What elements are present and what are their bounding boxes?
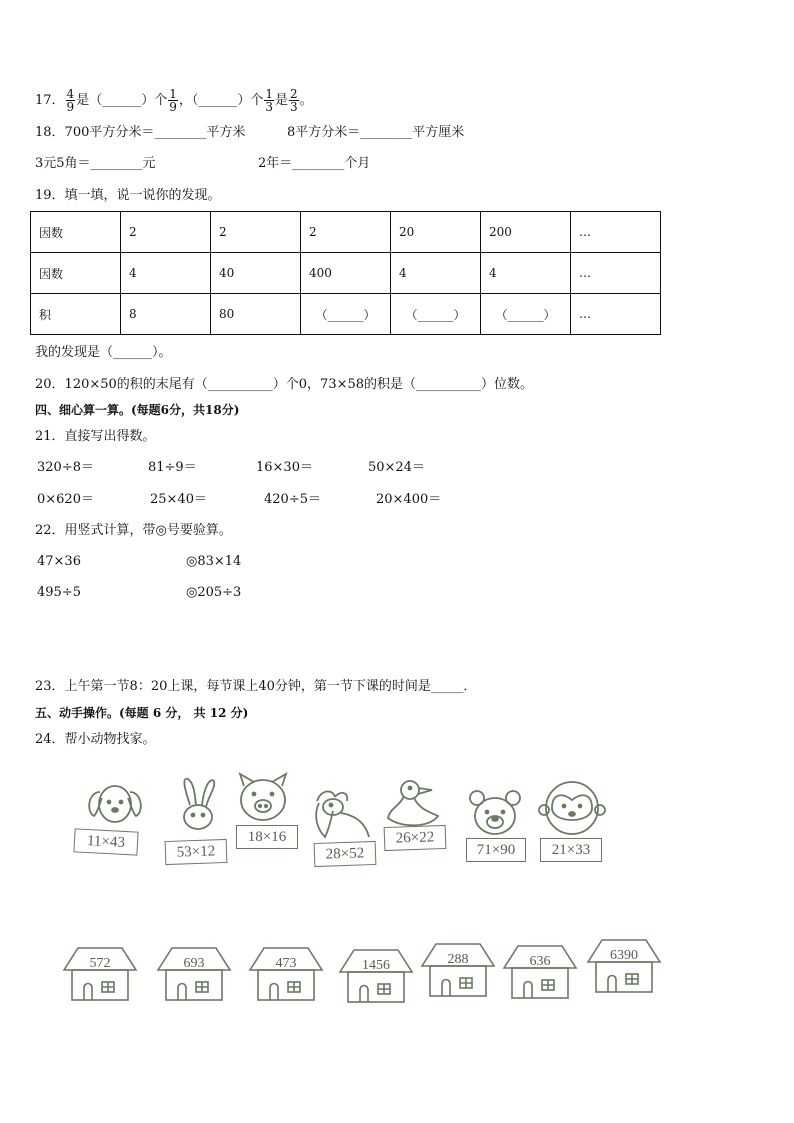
house-icon bbox=[500, 940, 580, 1004]
table-cell: … bbox=[571, 253, 661, 294]
question-21-title: 21．直接写出得数。 bbox=[35, 429, 156, 444]
house[interactable] bbox=[154, 942, 234, 1006]
bear-expression: 71×90 bbox=[466, 838, 526, 862]
house-number: 288 bbox=[447, 952, 469, 967]
table-cell: 因数 bbox=[31, 212, 121, 253]
question-17-number: 17． bbox=[35, 93, 65, 108]
table-cell: 2 bbox=[121, 212, 211, 253]
fraction-1-3: $\frac{1}{3}$ bbox=[265, 87, 273, 114]
answer-blank[interactable]: （______） bbox=[481, 294, 571, 335]
table-cell: 2 bbox=[211, 212, 301, 253]
house[interactable] bbox=[336, 944, 416, 1008]
fraction-4-9: $\frac{4}{9}$ bbox=[66, 87, 75, 114]
calc-item: ◎83×14 bbox=[186, 554, 242, 569]
answer-blank[interactable]: （______） bbox=[391, 294, 481, 335]
pig-icon bbox=[232, 772, 294, 828]
question-17: 17． $\frac{4}{9}$ 是（______）个 $\frac{1}{9}$ ，（______）个 $\frac{1}{3}$ 是 $\frac{2}{3}$ 。 bbox=[35, 87, 313, 114]
table-cell: 积 bbox=[31, 294, 121, 335]
table-cell: 4 bbox=[391, 253, 481, 294]
fraction-2-3: $\frac{2}{3}$ bbox=[290, 87, 298, 114]
calc-item: 20×400＝ bbox=[376, 492, 442, 507]
table-row bbox=[31, 212, 661, 253]
table-cell: 40 bbox=[211, 253, 301, 294]
question-18-b: 8平方分米＝________平方厘米 bbox=[287, 125, 465, 140]
monkey-expression: 21×33 bbox=[540, 838, 602, 862]
rabbit-icon bbox=[168, 775, 228, 843]
house[interactable] bbox=[584, 934, 664, 998]
rabbit-expression: 53×12 bbox=[165, 839, 228, 865]
house[interactable] bbox=[60, 942, 140, 1006]
question-20: 20．120×50的积的末尾有（__________）个0，73×58的积是（__________）位数。 bbox=[35, 377, 534, 392]
calc-item: 420÷5＝ bbox=[264, 492, 321, 507]
question-23: 23．上午第一节8：20上课，每节课上40分钟，第一节下课的时间是_____． bbox=[35, 679, 477, 694]
calc-item: 320÷8＝ bbox=[37, 460, 94, 475]
table-cell: 20 bbox=[391, 212, 481, 253]
section-5-heading: 五、动手操作。(每题 6 分， 共 12 分) bbox=[35, 706, 249, 720]
factor-product-table bbox=[30, 211, 661, 335]
house-number: 572 bbox=[89, 956, 111, 971]
pig-expression: 18×16 bbox=[236, 825, 298, 849]
question-18-a: 18．700平方分米＝________平方米 bbox=[35, 125, 246, 140]
table-cell: … bbox=[571, 212, 661, 253]
question-18-d: 2年＝________个月 bbox=[258, 156, 371, 171]
table-cell: 4 bbox=[121, 253, 211, 294]
section-4-heading: 四、细心算一算。(每题6分，共18分) bbox=[35, 403, 240, 417]
table-row bbox=[31, 294, 661, 335]
goat-icon bbox=[305, 785, 375, 845]
house-icon bbox=[418, 938, 498, 1002]
house[interactable] bbox=[500, 940, 580, 1004]
duck-icon bbox=[380, 778, 448, 830]
table-cell: 2 bbox=[301, 212, 391, 253]
answer-blank[interactable]: （______） bbox=[301, 294, 391, 335]
table-cell: … bbox=[571, 294, 661, 335]
question-18-c: 3元5角＝________元 bbox=[35, 156, 156, 171]
table-cell: 400 bbox=[301, 253, 391, 294]
calc-item: 25×40＝ bbox=[150, 492, 207, 507]
calc-item: 81÷9＝ bbox=[148, 460, 197, 475]
table-cell: 200 bbox=[481, 212, 571, 253]
goat-expression: 28×52 bbox=[314, 841, 377, 867]
house-icon bbox=[584, 934, 664, 998]
calc-item: 495÷5 bbox=[37, 585, 81, 600]
calc-item: 50×24＝ bbox=[368, 460, 425, 475]
table-cell: 4 bbox=[481, 253, 571, 294]
house-number: 6390 bbox=[610, 948, 638, 963]
monkey-icon bbox=[538, 778, 606, 838]
calc-item: 16×30＝ bbox=[256, 460, 313, 475]
question-19-title: 19．填一填，说一说你的发现。 bbox=[35, 188, 221, 203]
table-cell: 因数 bbox=[31, 253, 121, 294]
calc-item: 47×36 bbox=[37, 554, 81, 569]
duck-expression: 26×22 bbox=[384, 825, 447, 851]
fraction-1-9: $\frac{1}{9}$ bbox=[169, 87, 177, 114]
house-number: 693 bbox=[183, 956, 205, 971]
house-icon bbox=[246, 942, 326, 1006]
dog-expression: 11×43 bbox=[73, 828, 138, 855]
calc-item: 0×620＝ bbox=[37, 492, 94, 507]
house-icon bbox=[60, 942, 140, 1006]
calc-item: ◎205÷3 bbox=[186, 585, 242, 600]
house[interactable] bbox=[246, 942, 326, 1006]
bear-icon bbox=[465, 788, 525, 840]
house-icon bbox=[154, 942, 234, 1006]
question-24-title: 24．帮小动物找家。 bbox=[35, 732, 156, 747]
table-row bbox=[31, 253, 661, 294]
house-number: 1456 bbox=[362, 958, 390, 973]
house-number: 636 bbox=[529, 954, 551, 969]
house[interactable] bbox=[418, 938, 498, 1002]
table-cell: 80 bbox=[211, 294, 301, 335]
house-icon bbox=[336, 944, 416, 1008]
question-22-title: 22．用竖式计算，带◎号要验算。 bbox=[35, 523, 232, 538]
house-number: 473 bbox=[275, 956, 297, 971]
question-19-finding: 我的发现是（______）。 bbox=[35, 345, 172, 360]
table-cell: 8 bbox=[121, 294, 211, 335]
